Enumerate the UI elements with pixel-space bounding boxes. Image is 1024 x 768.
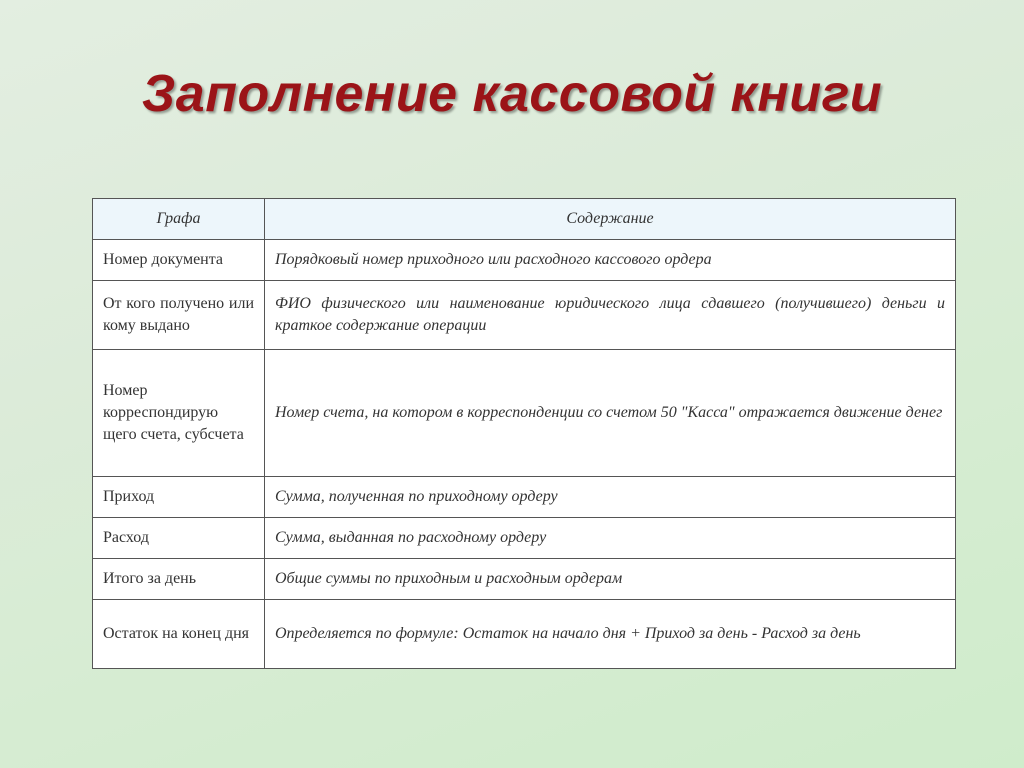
content-cell: Сумма, полученная по приходному ордеру <box>265 477 956 518</box>
field-cell: Остаток на конец дня <box>93 600 265 669</box>
field-cell: От кого получено или кому выдано <box>93 281 265 350</box>
content-cell: Номер счета, на котором в корреспонденции со счетом 50 "Касса" отражается движение денег <box>265 350 956 477</box>
table-row <box>93 281 956 350</box>
column-header-content: Содержание <box>265 199 956 240</box>
table-row <box>93 350 956 477</box>
table-row <box>93 518 956 559</box>
content-cell: Определяется по формуле: Остаток на начало дня + Приход за день - Расход за день <box>265 600 956 669</box>
column-header-field: Графа <box>93 199 265 240</box>
table-row <box>93 477 956 518</box>
slide-title: Заполнение кассовой книги <box>141 65 883 123</box>
table-row <box>93 559 956 600</box>
content-cell: Сумма, выданная по расходному ордеру <box>265 518 956 559</box>
table-header-row <box>93 199 956 240</box>
field-cell: Приход <box>93 477 265 518</box>
table-row <box>93 600 956 669</box>
field-cell: Номер корреспондирую щего счета, субсчета <box>93 350 265 477</box>
content-cell: Общие суммы по приходным и расходным ордерам <box>265 559 956 600</box>
cash-book-table <box>92 198 956 669</box>
field-cell: Расход <box>93 518 265 559</box>
content-cell: Порядковый номер приходного или расходного кассового ордера <box>265 240 956 281</box>
field-cell: Номер документа <box>93 240 265 281</box>
table-row <box>93 240 956 281</box>
field-cell: Итого за день <box>93 559 265 600</box>
content-cell: ФИО физического или наименование юридического лица сдавшего (получившего) деньги и краткое содержание операции <box>265 281 956 350</box>
